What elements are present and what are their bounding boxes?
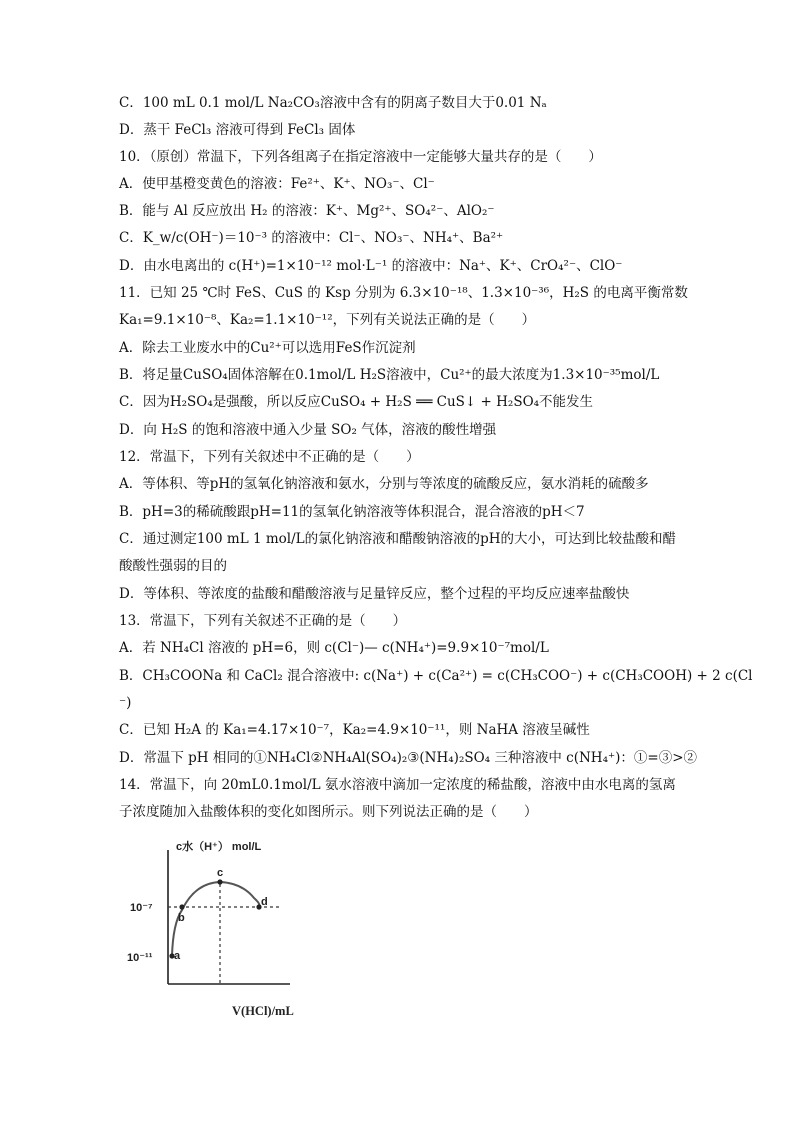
option-9c: C．100 mL 0.1 mol/L Na₂CO₃溶液中含有的阴离子数目大于0.01 Nₐ <box>119 95 547 111</box>
question-11-line2: Ka₁=9.1×10⁻⁸、Ka₂=1.1×10⁻¹²，下列有关说法正确的是（ ） <box>119 312 536 328</box>
option-10b: B．能与 Al 反应放出 H₂ 的溶液：K⁺、Mg²⁺、SO₄²⁻、AlO₂⁻ <box>119 203 495 219</box>
curve <box>172 882 259 956</box>
tick-label-1e7: 10⁻⁷ <box>130 902 153 914</box>
option-12c-line1: C．通过测定100 mL 1 mol/L的氯化钠溶液和醋酸钠溶液的pH的大小，可达到比较盐酸和醋 <box>119 531 676 547</box>
option-13c: C．已知 H₂A 的 Ka₁=4.17×10⁻⁷，Ka₂=4.9×10⁻¹¹，则 NaHA 溶液呈碱性 <box>119 722 590 738</box>
question-12: 12．常温下，下列有关叙述中不正确的是（ ） <box>119 449 420 465</box>
option-12d: D．等体积、等浓度的盐酸和醋酸溶液与足量锌反应，整个过程的平均反应速率盐酸快 <box>119 586 630 602</box>
option-10c: C．K_w/c(OH⁻)＝10⁻³ 的溶液中：Cl⁻、NO₃⁻、NH₄⁺、Ba²⁺ <box>119 230 504 246</box>
point-d-label: d <box>261 896 268 908</box>
question-13: 13．常温下，下列有关叙述不正确的是（ ） <box>119 613 407 629</box>
question-10: 10．（原创）常温下，下列各组离子在指定溶液中一定能够大量共存的是（ ） <box>119 149 602 165</box>
point-c-label: c <box>217 867 224 879</box>
question-14-line2: 子浓度随加入盐酸体积的变化如图所示。则下列说法正确的是（ ） <box>119 804 538 820</box>
option-13b-line2: ⁻) <box>119 695 132 711</box>
x-axis-label: V(HCl)/mL <box>232 1004 294 1018</box>
y-axis-label: c水（H⁺） mol/L <box>176 841 262 853</box>
tick-label-1e11: 10⁻¹¹ <box>127 952 153 964</box>
option-9d: D．蒸干 FeCl₃ 溶液可得到 FeCl₃ 固体 <box>119 122 356 138</box>
option-10a: A．使甲基橙变黄色的溶液：Fe²⁺、K⁺、NO₃⁻、Cl⁻ <box>119 176 435 192</box>
option-10d: D．由水电离出的 c(H⁺)=1×10⁻¹² mol·L⁻¹ 的溶液中：Na⁺、K⁺、CrO₄²⁻、ClO⁻ <box>119 258 623 274</box>
question-14-line1: 14．常温下，向 20mL0.1mol/L 氨水溶液中滴加一定浓度的稀盐酸，溶液中由水电离的氢离 <box>119 777 676 793</box>
point-c-dot <box>217 879 222 884</box>
titration-figure <box>120 838 300 1023</box>
option-13a: A．若 NH₄Cl 溶液的 pH=6，则 c(Cl⁻)— c(NH₄⁺)=9.9×10⁻⁷mol/L <box>119 640 549 656</box>
option-11d: D．向 H₂S 的饱和溶液中通入少量 SO₂ 气体，溶液的酸性增强 <box>119 422 497 438</box>
option-12a: A．等体积、等pH的氢氧化钠溶液和氨水，分别与等浓度的硫酸反应，氨水消耗的硫酸多 <box>119 476 649 492</box>
option-12c-line2: 酸酸性强弱的目的 <box>119 558 227 574</box>
option-11b: B．将足量CuSO₄固体溶解在0.1mol/L H₂S溶液中，Cu²⁺的最大浓度为1.3×10⁻³⁵mol/L <box>119 367 660 383</box>
point-b-dot <box>179 904 184 909</box>
option-13d: D．常温下 pH 相同的①NH₄Cl②NH₄Al(SO₄)₂③(NH₄)₂SO₄ 三种溶液中 c(NH₄⁺)：①=③>② <box>119 750 698 766</box>
option-11c: C．因为H₂SO₄是强酸，所以反应CuSO₄ + H₂S ══ CuS↓ + H₂SO₄不能发生 <box>119 394 594 410</box>
figure-svg <box>120 838 300 1023</box>
point-b-label: b <box>178 912 185 924</box>
point-a-label: a <box>174 950 181 962</box>
question-11-line1: 11．已知 25 ℃时 FeS、CuS 的 Ksp 分别为 6.3×10⁻¹⁸、1.3×10⁻³⁶，H₂S 的电离平衡常数 <box>119 285 688 301</box>
option-11a: A．除去工业废水中的Cu²⁺可以选用FeS作沉淀剂 <box>119 340 416 356</box>
option-12b: B．pH=3的稀硫酸跟pH=11的氢氧化钠溶液等体积混合，混合溶液的pH＜7 <box>119 504 585 520</box>
option-13b-line1: B．CH₃COONa 和 CaCl₂ 混合溶液中: c(Na⁺) + c(Ca²⁺) = c(CH₃COO⁻) + c(CH₃COOH) + 2 c(Cl <box>119 668 753 684</box>
